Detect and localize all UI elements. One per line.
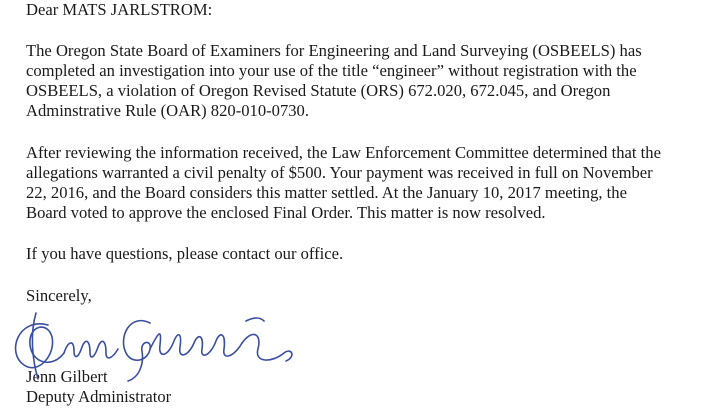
signature-stroke bbox=[64, 341, 118, 358]
signature-stroke bbox=[246, 318, 264, 321]
paragraph-line: Board voted to approve the enclosed Final Order. This matter is now resolved. bbox=[26, 203, 546, 222]
signature-stroke bbox=[32, 313, 38, 379]
salutation: Dear MATS JARLSTROM: bbox=[26, 0, 213, 19]
paragraph-line: The Oregon State Board of Examiners for Engineering and Land Surveying (OSBEELS) has bbox=[26, 41, 642, 60]
signer-name: Jenn Gilbert bbox=[26, 367, 108, 386]
closing: Sincerely, bbox=[26, 286, 92, 305]
signature-stroke bbox=[150, 334, 242, 356]
paragraph-line: 22, 2016, and the Board considers this matter settled. At the January 10, 2017 meeting, the bbox=[26, 183, 627, 202]
signer-title: Deputy Administrator bbox=[26, 387, 172, 406]
signature-stroke bbox=[123, 321, 150, 381]
paragraph-contact: If you have questions, please contact our office. bbox=[26, 244, 344, 263]
paragraph-line: allegations warranted a civil penalty of $500. Your payment was received in full on November bbox=[26, 163, 653, 182]
paragraph-line: completed an investigation into your use of the title “engineer” without registration with the bbox=[26, 61, 637, 80]
paragraph-line: After reviewing the information received, the Law Enforcement Committee determined that the bbox=[26, 143, 661, 162]
signature-stroke bbox=[16, 324, 64, 368]
paragraph-line: Adminstrative Rule (OAR) 820-010-0730. bbox=[26, 101, 309, 120]
paragraph-line: OSBEELS, a violation of Oregon Revised Statute (ORS) 672.020, 672.045, and Oregon bbox=[26, 81, 611, 100]
signature-stroke bbox=[242, 334, 292, 361]
handwritten-signature bbox=[8, 303, 298, 383]
